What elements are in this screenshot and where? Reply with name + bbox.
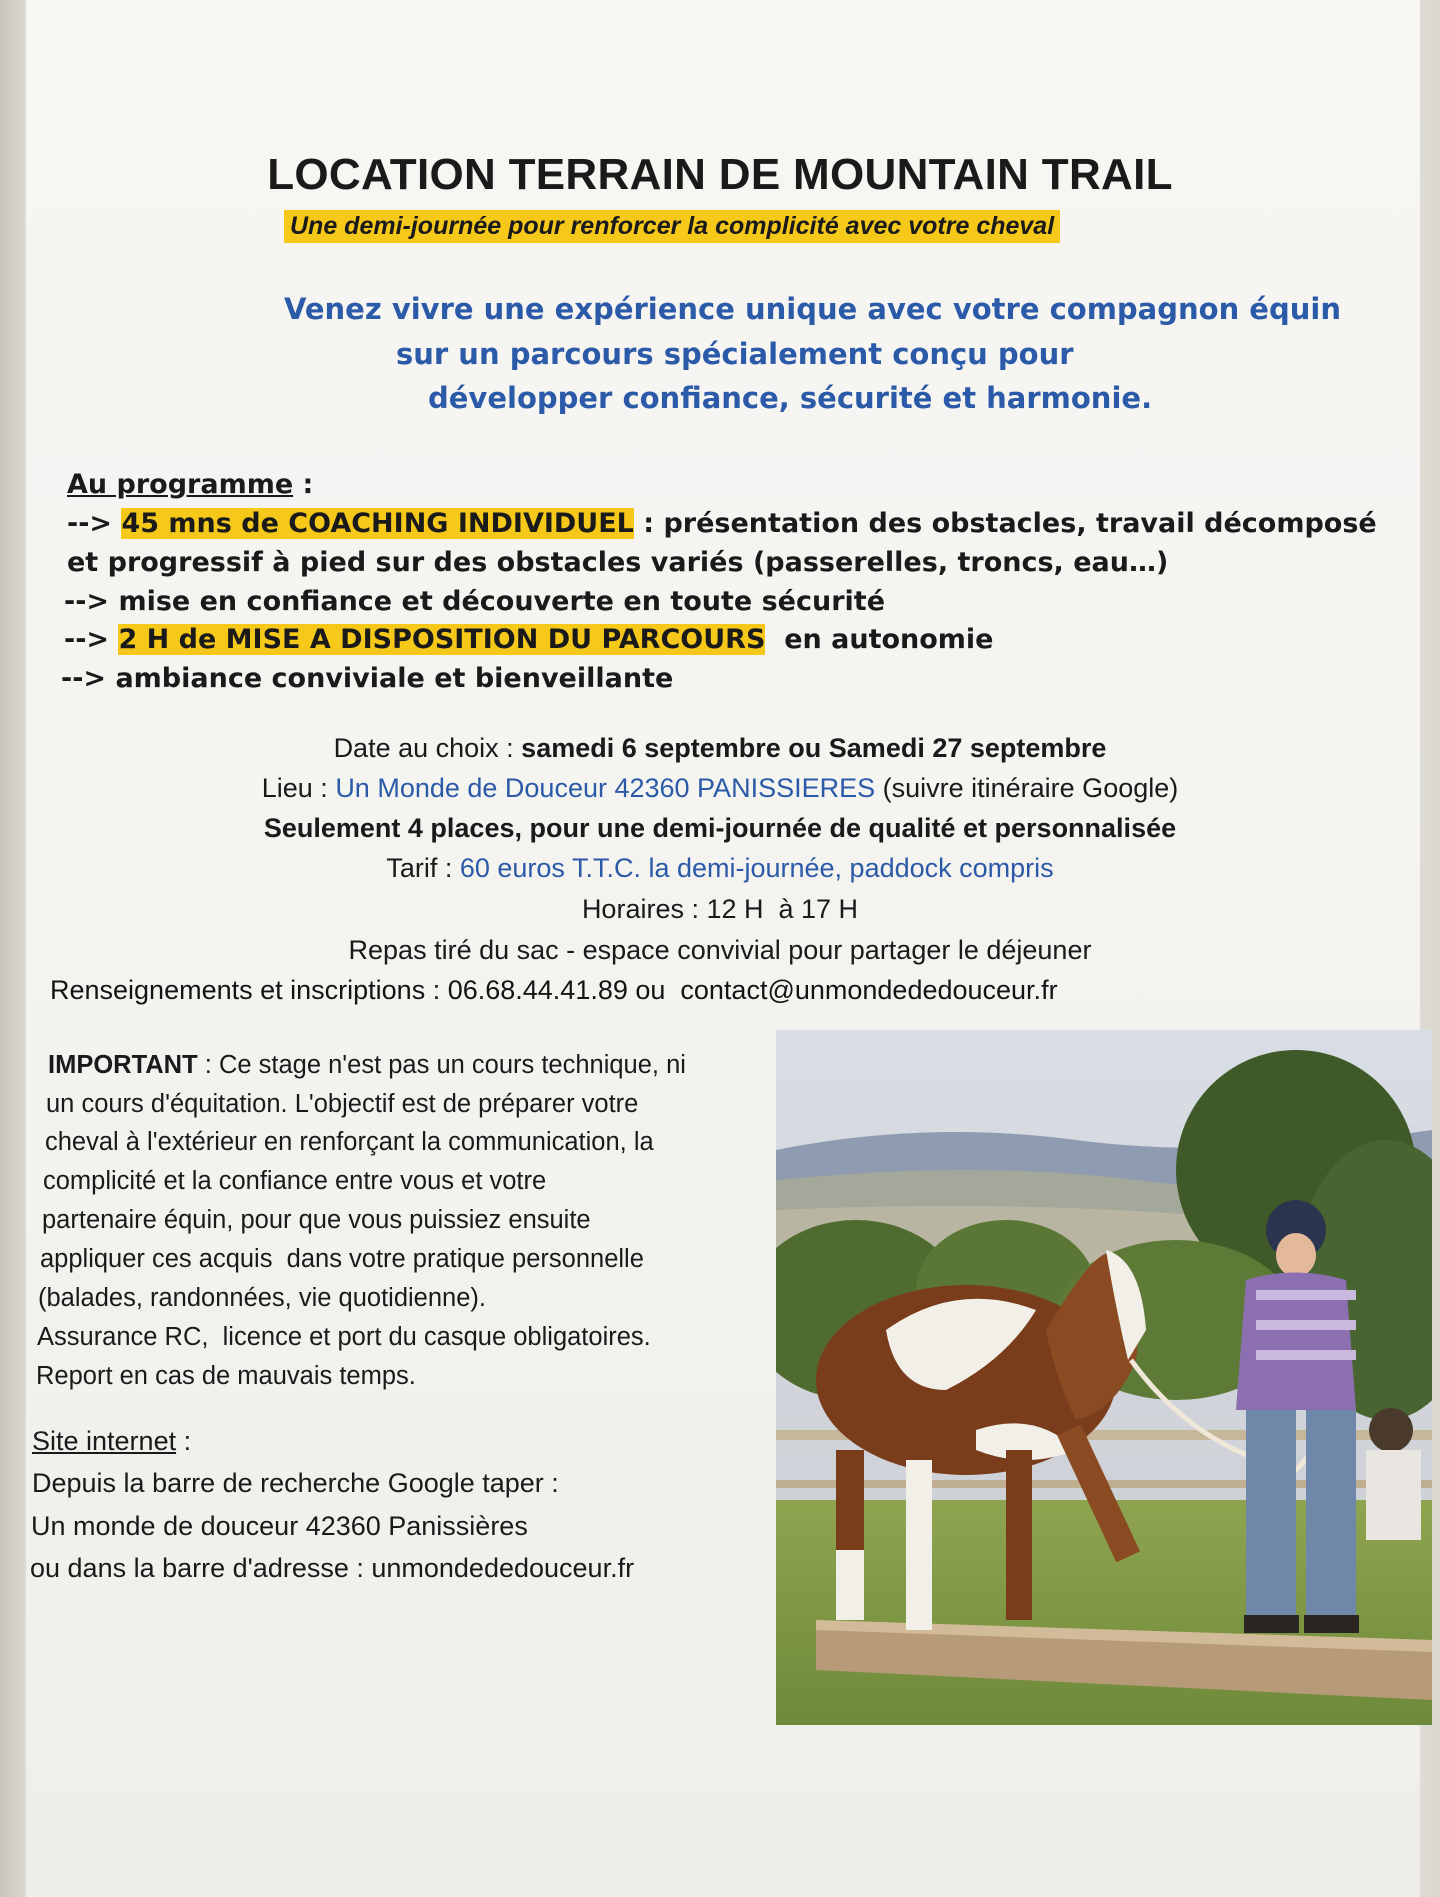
contact-line: Renseignements et inscriptions : 06.68.44.41.89 ou contact@unmondededouceur.fr <box>50 975 1058 1005</box>
places-line: Seulement 4 places, pour une demi-journée de qualité et personnalisée <box>263 813 1177 843</box>
tarif-label: Tarif : <box>386 853 460 883</box>
lieu-line <box>0 773 1440 804</box>
horse-photo-icon <box>776 1030 1432 1725</box>
intro-line-1: Venez vivre une expérience unique avec votre compagnon équin <box>284 292 1341 326</box>
programme-item-1-continued: et progressif à pied sur des obstacles variés (passerelles, troncs, eau…) <box>67 547 1169 578</box>
programme-item-4 <box>61 663 673 694</box>
programme-item-3-text: en autonomie <box>765 624 994 655</box>
site-heading-label: Site internet <box>32 1426 177 1456</box>
programme-item-2 <box>64 586 885 617</box>
important-line-1 <box>48 1051 686 1080</box>
important-line-5: partenaire équin, pour que vous puissiez ensuite <box>42 1206 591 1234</box>
date-value: samedi 6 septembre ou Samedi 27 septembre <box>521 733 1107 763</box>
important-line-7: (balades, randonnées, vie quotidienne). <box>38 1284 486 1312</box>
programme-item-1-text: : présentation des obstacles, travail décomposé <box>633 508 1377 539</box>
tarif-value: 60 euros T.T.C. la demi-journée, paddock compris <box>459 853 1054 883</box>
important-line-3: cheval à l'extérieur en renforçant la communication, la <box>45 1128 654 1156</box>
tarif-line <box>0 853 1440 884</box>
programme-heading-label: Au programme <box>67 469 294 500</box>
programme-item-1 <box>67 508 1377 539</box>
site-line-3: ou dans la barre d'adresse : unmondededouceur.fr <box>30 1553 635 1583</box>
subtitle-banner: Une demi-journée pour renforcer la complicité avec votre cheval <box>284 210 1060 243</box>
arrow-icon: --> <box>64 624 110 655</box>
important-label: IMPORTANT <box>48 1051 198 1079</box>
important-line-8: Assurance RC, licence et port du casque obligatoires. <box>37 1323 651 1351</box>
important-line-9: Report en cas de mauvais temps. <box>36 1362 416 1390</box>
date-line <box>0 733 1440 764</box>
intro-line-3: développer confiance, sécurité et harmonie. <box>428 381 1153 415</box>
coaching-highlight: 45 mns de COACHING INDIVIDUEL <box>121 508 634 539</box>
site-heading-colon: : <box>176 1426 192 1456</box>
important-line-4: complicité et la confiance entre vous et votre <box>43 1167 547 1195</box>
site-heading <box>32 1426 191 1457</box>
repas-line: Repas tiré du sac - espace convivial pour partager le déjeuner <box>348 935 1092 965</box>
programme-heading <box>67 469 313 500</box>
programme-heading-colon: : <box>293 469 314 500</box>
parcours-highlight: 2 H de MISE A DISPOSITION DU PARCOURS <box>118 624 766 655</box>
intro-line-2: sur un parcours spécialement conçu pour <box>396 337 1074 371</box>
horse-photo <box>776 1030 1432 1725</box>
programme-item-3 <box>64 624 994 655</box>
horaires-line: Horaires : 12 H à 17 H <box>581 894 859 924</box>
programme-item-4-text: ambiance conviviale et bienveillante <box>115 663 674 694</box>
important-line-2: un cours d'équitation. L'objectif est de préparer votre <box>46 1090 639 1118</box>
arrow-icon: --> <box>64 586 110 617</box>
date-label: Date au choix : <box>333 733 522 763</box>
important-line-6: appliquer ces acquis dans votre pratique personnelle <box>40 1245 644 1273</box>
important-text: : Ce stage n'est pas un cours technique, ni <box>197 1051 686 1079</box>
lieu-note: (suivre itinéraire Google) <box>875 773 1179 803</box>
arrow-icon: --> <box>67 508 113 539</box>
programme-item-2-text: mise en confiance et découverte en toute sécurité <box>118 586 886 617</box>
site-line-1: Depuis la barre de recherche Google taper : <box>32 1468 559 1498</box>
page-title: LOCATION TERRAIN DE MOUNTAIN TRAIL <box>267 150 1173 199</box>
lieu-label: Lieu : <box>261 773 336 803</box>
site-line-2: Un monde de douceur 42360 Panissières <box>31 1511 528 1541</box>
lieu-value: Un Monde de Douceur 42360 PANISSIERES <box>335 773 876 803</box>
arrow-icon: --> <box>61 663 107 694</box>
